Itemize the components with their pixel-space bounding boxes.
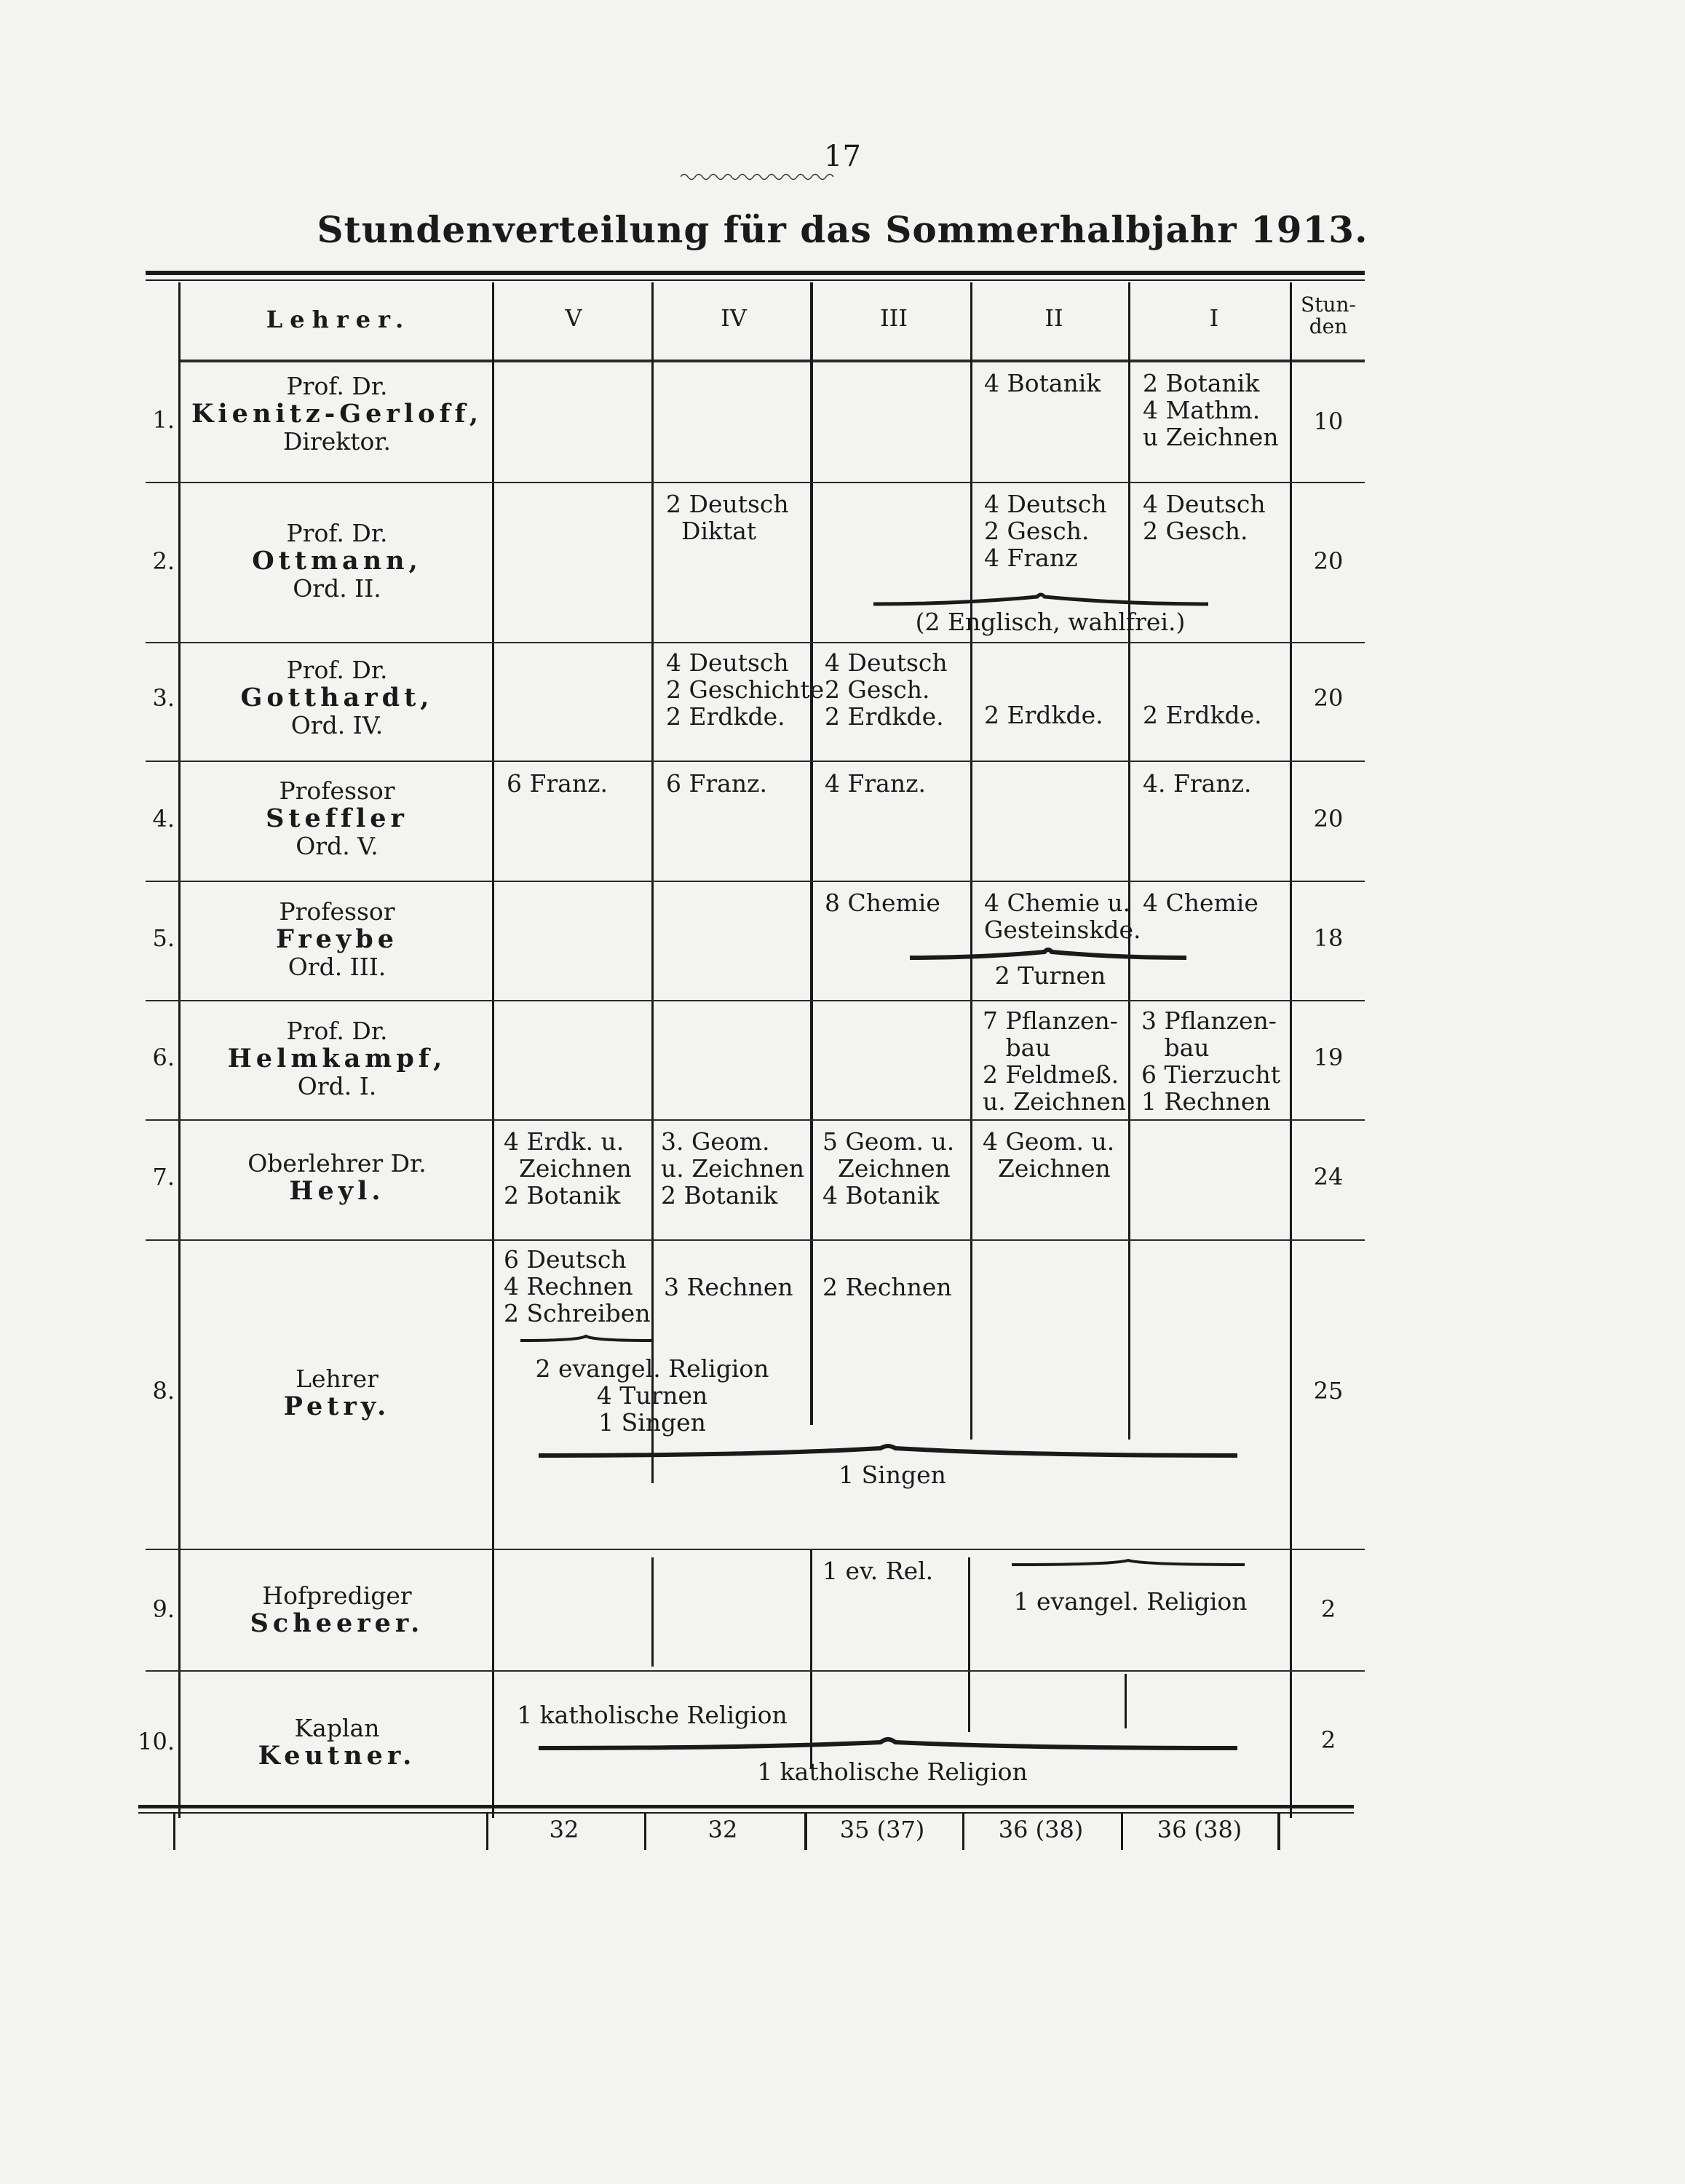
cell-v: 6 Deutsch 4 Rechnen 2 Schreiben [504,1245,651,1327]
header-col-iii: III [880,304,908,332]
row-number: 8. [152,1377,175,1405]
stunden-value: 20 [1313,547,1344,575]
brace-ornament [873,588,1208,610]
teacher-title: Oberlehrer Dr. [247,1149,427,1178]
teacher-title: Prof. Dr. [286,372,388,400]
row-number: 10. [138,1728,175,1755]
teacher-role: Ord. III. [288,953,386,981]
teacher-title: Prof. Dr. [286,656,388,684]
teacher-cell [181,1365,493,1421]
top-rule [146,271,1365,275]
total-v: 32 [549,1816,579,1843]
total-line-v [486,1814,488,1850]
cell-iii: 4 Franz. [825,769,926,798]
header-col-v: V [565,304,582,332]
col-line-i-lower [1125,1674,1127,1728]
row-sep-1 [146,482,1365,483]
col-line-i [1128,282,1130,1440]
total-line-iv [644,1814,646,1850]
cell-i: 2 Erdkde. [1143,701,1262,729]
cell-iii: 1 ev. Rel. [822,1557,934,1585]
bottom-rule [138,1805,1354,1808]
cell-i: 4 Chemie [1143,889,1258,917]
cell-span-v-iv: 1 katholische Religion [517,1701,788,1729]
row-number: 3. [152,684,175,712]
cell-iv: 2 Deutsch Diktat [666,490,789,545]
brace-ornament [520,1332,651,1346]
stunden-value: 24 [1313,1163,1344,1191]
teacher-role: Ord. II. [293,574,381,603]
cell-i: 3 Pflanzen- bau 6 Tierzucht 1 Rechnen [1141,1006,1280,1116]
cell-v: 6 Franz. [507,769,608,798]
teacher-title: Prof. Dr. [286,1017,388,1045]
top-rule-thin [146,279,1365,281]
teacher-name: Gotthardt, [240,683,434,712]
row-sep-3 [146,761,1365,762]
brace-ornament [539,1735,1237,1757]
cell-span: 2 Turnen [994,961,1106,990]
teacher-name: Keutner. [258,1741,416,1771]
row-sep-4 [146,881,1365,882]
header-col-iv: IV [721,304,747,332]
total-line-ii [962,1814,964,1850]
teacher-role: Ord. I. [297,1072,377,1100]
cell-span-ii-i: 1 evangel. Religion [1013,1587,1248,1616]
row-number: 7. [152,1163,175,1191]
row-sep-7 [146,1239,1365,1241]
col-line-iii [810,282,813,1425]
teacher-name: Ottmann, [252,546,422,576]
teacher-cell [181,1150,493,1205]
row-number: 5. [152,924,175,952]
cell-span: 1 katholische Religion [757,1758,1028,1786]
row-number: 4. [152,805,175,833]
cell-ii: 4 Deutsch 2 Gesch. 4 Franz [984,490,1107,572]
stunden-value: 18 [1313,924,1344,952]
header-col-i: I [1209,304,1219,332]
teacher-name: Freybe [275,924,399,954]
cell-i: 4 Deutsch 2 Gesch. [1143,490,1266,545]
col-line-iv-lower [651,1557,654,1667]
brace-ornament [539,1440,1237,1461]
teacher-cell [181,373,493,456]
cell-ii: 4 Geom. u. Zeichnen [983,1127,1115,1183]
teacher-cell [181,777,493,860]
cell-iv: 3 Rechnen [664,1273,793,1301]
teacher-role: Ord. IV. [290,711,384,739]
teacher-name: Scheerer. [250,1608,424,1638]
row-sep-8 [146,1549,1365,1550]
teacher-title: Hofprediger [262,1581,412,1610]
teacher-title: Kaplan [294,1714,380,1742]
cell-span: (2 Englisch, wahlfrei.) [915,608,1186,636]
teacher-cell [181,1017,493,1100]
cell-span-v-iv: 2 evangel. Religion 4 Turnen 1 Singen [535,1354,769,1437]
teacher-role: Direktor. [282,427,392,456]
header-bottom-rule [178,360,1365,362]
teacher-cell [181,520,493,603]
cell-ii: 4 Botanik [984,369,1101,397]
teacher-cell [181,898,493,981]
teacher-name: Kienitz-Gerloff, [191,399,483,429]
stunden-value: 19 [1313,1044,1344,1071]
total-line-i [1121,1814,1123,1850]
row-sep-9 [146,1670,1365,1672]
row-sep-6 [146,1119,1365,1121]
teacher-title: Prof. Dr. [286,519,388,547]
cell-span: 1 Singen [838,1461,946,1489]
cell-i: 4. Franz. [1143,769,1252,798]
stunden-value: 20 [1313,684,1344,712]
row-number: 6. [152,1044,175,1071]
teacher-name: Steffler [266,803,408,833]
col-line-ii-lower [968,1557,970,1732]
row-number: 9. [152,1595,175,1623]
teacher-cell [181,656,493,739]
row-sep-5 [146,1000,1365,1001]
cell-iii: 5 Geom. u. Zeichnen 4 Botanik [822,1127,955,1210]
teacher-name: Petry. [283,1391,391,1421]
row-number: 1. [152,406,175,434]
teacher-cell [181,1715,493,1770]
header-col-ii: II [1044,304,1063,332]
col-line-ii [970,282,972,1440]
cell-iv: 6 Franz. [666,769,767,798]
ornament-squiggle [681,172,837,182]
total-iii: 35 (37) [839,1816,925,1843]
stunden-value: 10 [1313,408,1344,435]
cell-v: 4 Erdk. u. Zeichnen 2 Botanik [504,1127,632,1210]
teacher-title: Professor [279,897,395,926]
cell-i: 2 Botanik 4 Mathm. u Zeichnen [1143,369,1279,451]
row-sep-2 [146,642,1365,643]
total-line-stunden [1277,1814,1280,1850]
cell-iv: 3. Geom. u. Zeichnen 2 Botanik [661,1127,805,1210]
page-title: Stundenverteilung für das Sommerhalbjahr 1913. [317,208,1368,251]
teacher-title: Professor [279,777,395,805]
total-ii: 36 (38) [998,1816,1084,1843]
cell-ii: 7 Pflanzen- bau 2 Feldmeß. u. Zeichnen [983,1006,1127,1116]
brace-ornament [1012,1556,1245,1571]
header-stunden: Stun- den [1301,293,1356,338]
header-lehrer: Lehrer. [266,306,411,333]
total-line-iii [804,1814,807,1850]
cell-iii: 2 Rechnen [822,1273,952,1301]
teacher-name: Heyl. [289,1176,385,1206]
page-number: 17 [824,140,861,173]
stunden-value: 20 [1313,805,1344,833]
cell-ii: 2 Erdkde. [984,701,1103,729]
stunden-value: 2 [1320,1726,1336,1754]
row-number: 2. [152,547,175,575]
cell-iii: 4 Deutsch 2 Gesch. 2 Erdkde. [825,648,948,731]
total-line-left [173,1814,175,1850]
cell-iii: 8 Chemie [825,889,940,917]
teacher-title: Lehrer [296,1365,378,1393]
teacher-cell [181,1582,493,1637]
total-i: 36 (38) [1157,1816,1242,1843]
bottom-rule-thin [138,1812,1354,1814]
teacher-name: Helmkampf, [227,1044,447,1073]
col-line-iv [651,282,654,1483]
stunden-value: 25 [1313,1377,1344,1405]
cell-ii: 4 Chemie u. Gesteinskde. [984,889,1141,944]
teacher-role: Ord. V. [296,832,378,860]
total-iv: 32 [707,1816,738,1843]
cell-iv: 4 Deutsch 2 Geschichte 2 Erdkde. [666,648,825,731]
stunden-value: 2 [1320,1595,1336,1623]
